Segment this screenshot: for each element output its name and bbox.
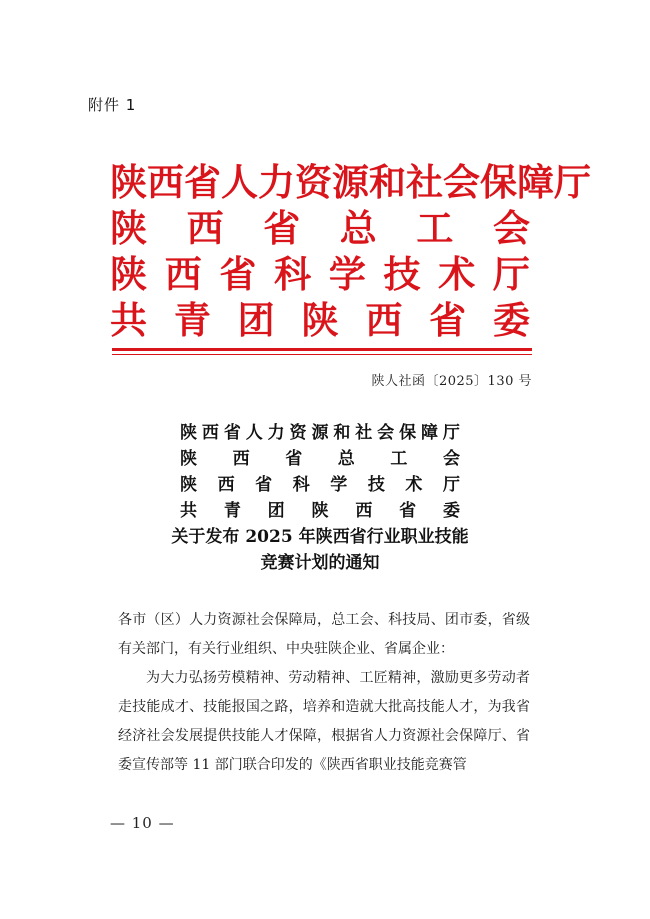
attachment-label: 附件 1 <box>88 96 137 114</box>
recipients-paragraph: 各市（区）人力资源社会保障局，总工会、科技局、团市委，省级有关部门，有关行业组织、中央驻陕企业、省属企业： <box>118 612 530 657</box>
page-number: — 10 — <box>110 814 175 832</box>
title-line-5: 关于发布 2025 年陕西省行业职业技能 <box>171 527 469 547</box>
document-body <box>118 606 530 780</box>
red-letterhead <box>110 160 591 344</box>
title-line-3: 陕 西 省 科 学 技 术 厅 <box>180 475 460 495</box>
title-line-1: 陕 西 省 人 力 资 源 和 社 会 保 障 厅 <box>180 423 460 443</box>
document-title <box>150 420 490 576</box>
body-paragraph-1: 为大力弘扬劳模精神、劳动精神、工匠精神，激励更多劳动者走技能成才、技能报国之路，培养和造就大批高技能人才，为我省经济社会发展提供技能人才保障，根据省人力资源社会保障厅、省委宣传部等 11 部门联合印发的《陕西省职业技能竞赛管 <box>118 670 530 773</box>
title-line-2: 陕 西 省 总 工 会 <box>180 449 460 469</box>
letterhead-line-3: 陕 西 省 科 学 技 术 厅 <box>110 253 530 296</box>
red-rule-thin <box>112 354 532 355</box>
letterhead-line-1: 陕 西 省 人 力 资 源 和 社 会 保 障 厅 <box>110 161 591 204</box>
title-line-6: 竞赛计划的通知 <box>260 553 380 573</box>
letterhead-line-2: 陕 西 省 总 工 会 <box>110 207 530 250</box>
letterhead-line-4: 共 青 团 陕 西 省 委 <box>110 299 530 342</box>
title-line-4: 共 青 团 陕 西 省 委 <box>180 501 460 521</box>
red-rule-thick <box>112 348 532 351</box>
document-number: 陕人社函〔2025〕130 号 <box>371 374 532 389</box>
